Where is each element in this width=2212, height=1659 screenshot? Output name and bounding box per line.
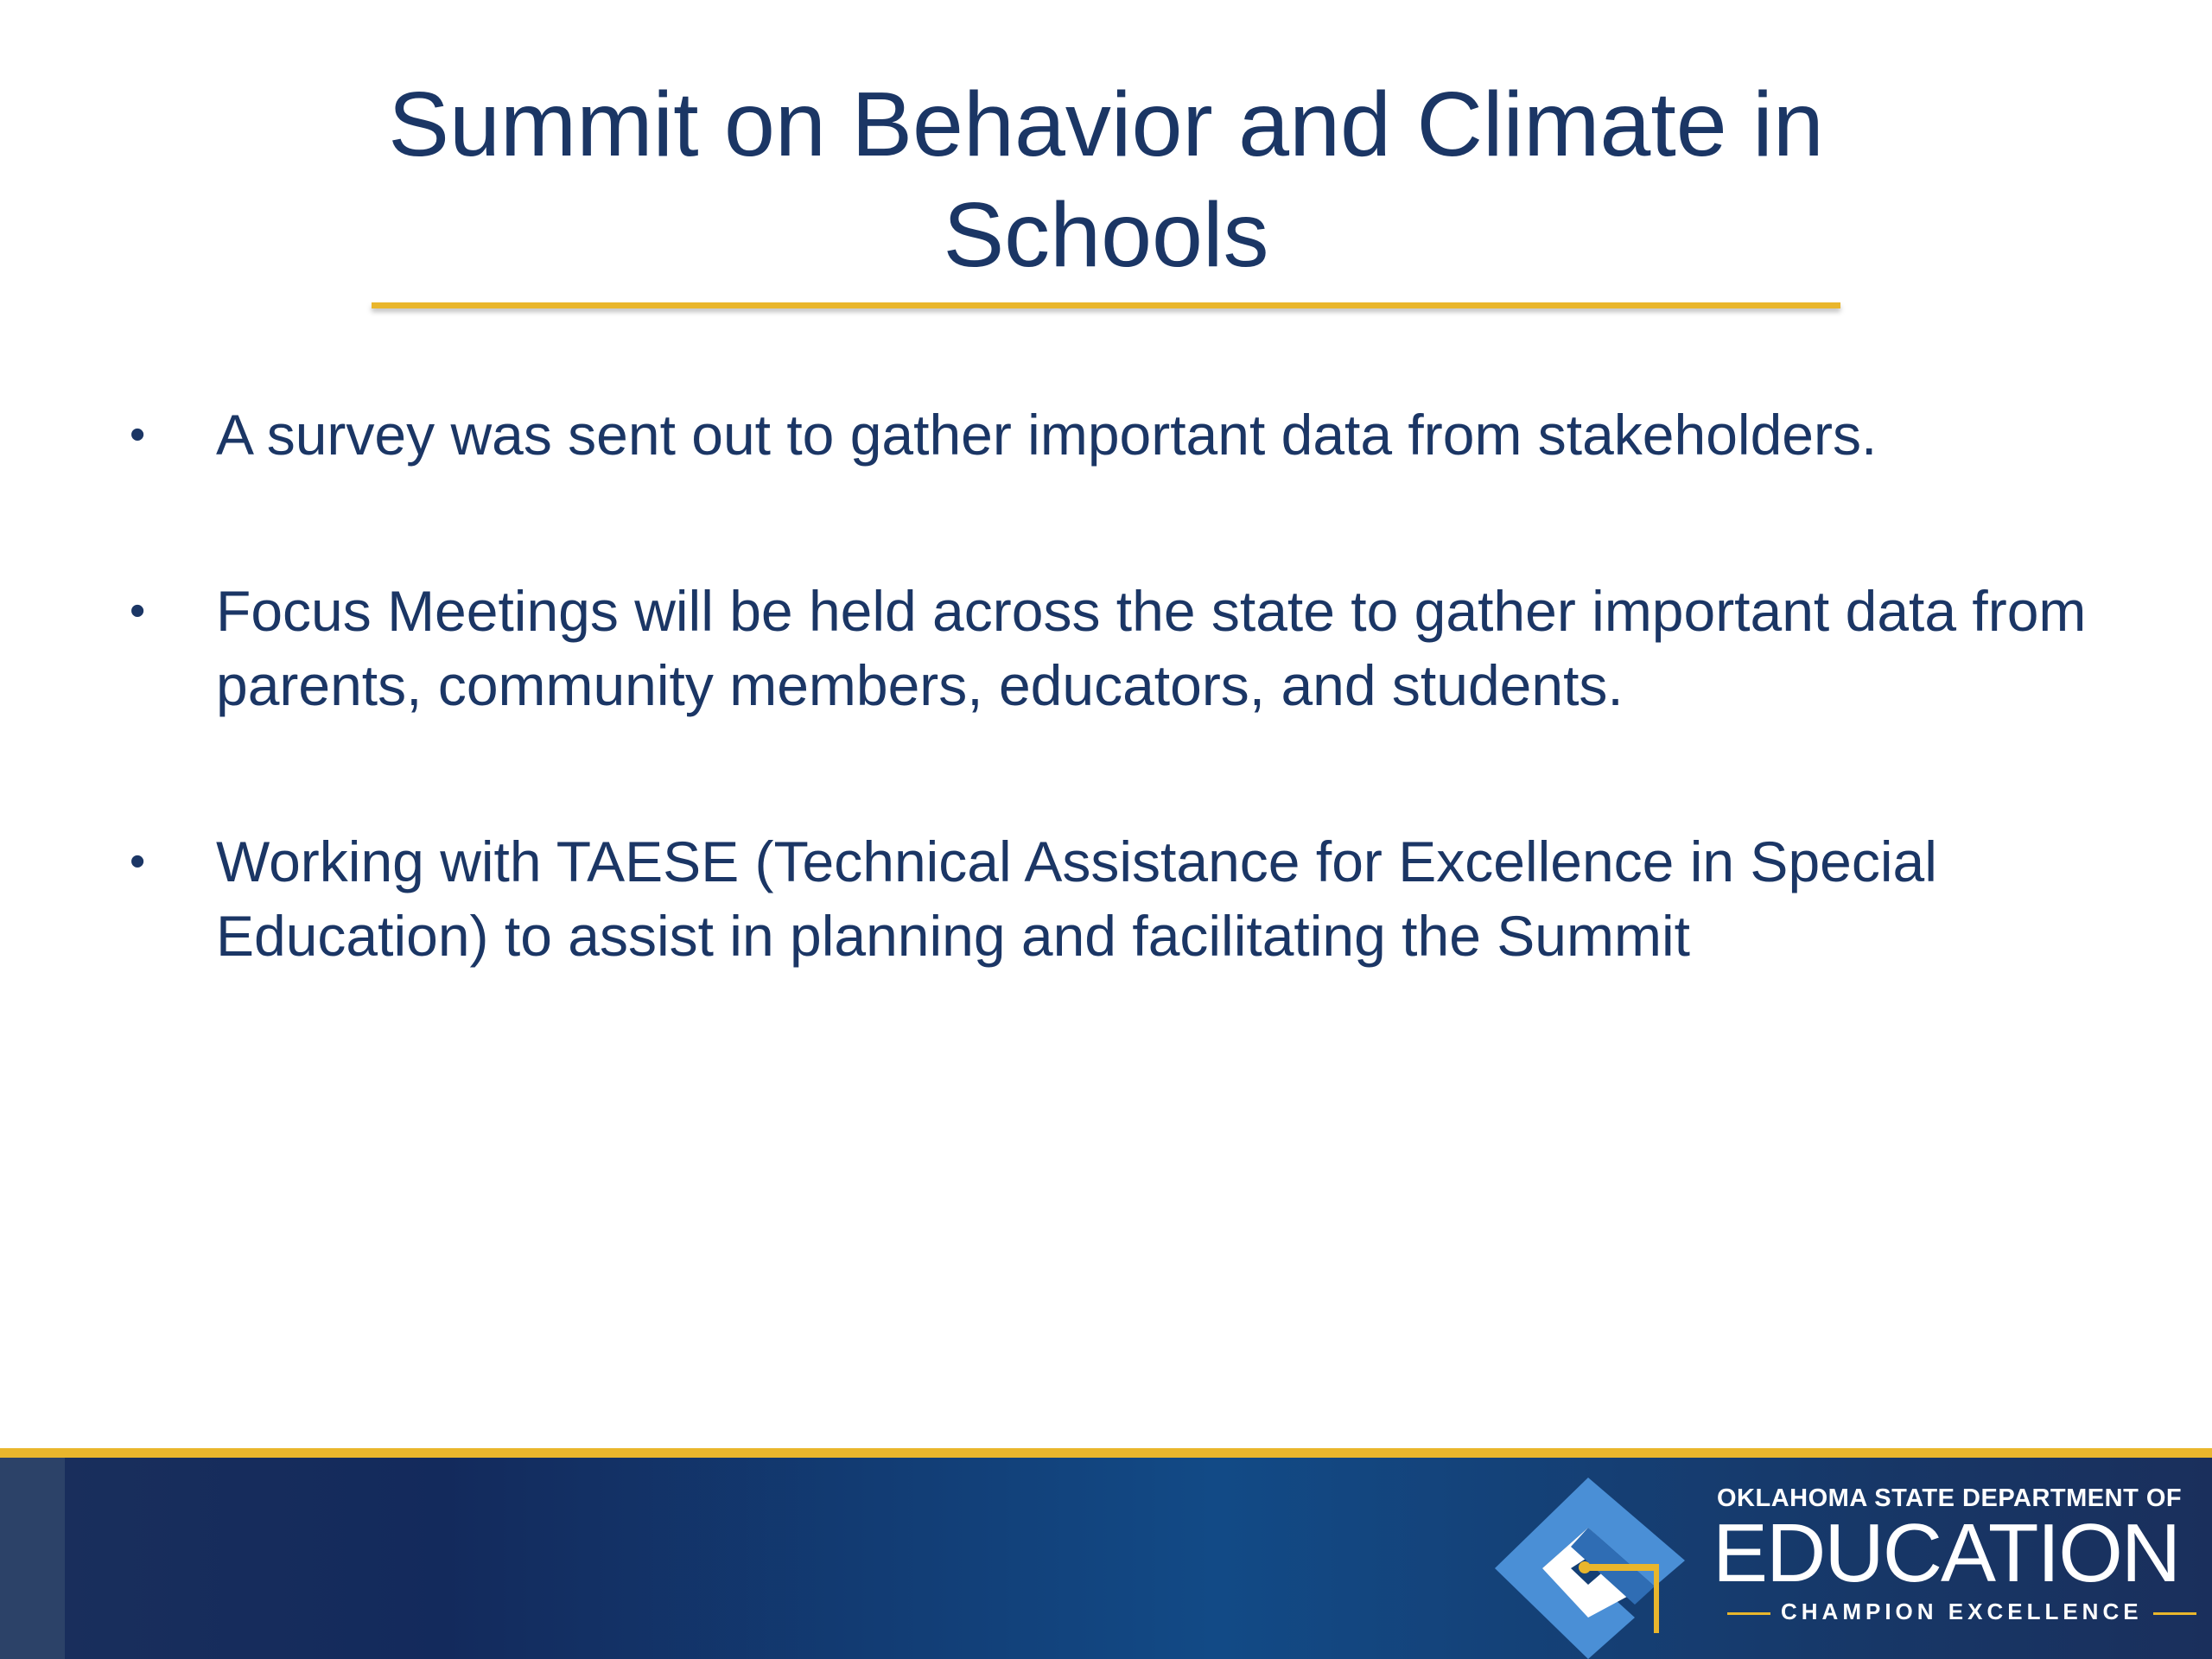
bullet-text: A survey was sent out to gather important data from stakeholders. [216, 403, 1878, 467]
logo-tagline: CHAMPION EXCELLENCE [1781, 1599, 2143, 1624]
bullet-item [130, 574, 2117, 722]
footer-band [0, 1448, 2212, 1659]
tagline-left-rule [1727, 1612, 1770, 1615]
bullet-item [130, 824, 2117, 973]
bullet-item [130, 397, 2117, 472]
bullet-icon: • [130, 586, 146, 636]
footer-gold-stripe [0, 1448, 2212, 1458]
diamond-logo-icon [1495, 1478, 1685, 1659]
logo-education: EDUCATION [1713, 1507, 2180, 1599]
footer-left-notch [0, 1458, 65, 1659]
slide-title: Summit on Behavior and Climate in Schools [388, 73, 1824, 286]
logo-tagline-row [1717, 1599, 2183, 1625]
logo-org-name: OKLAHOMA STATE DEPARTMENT OF [1717, 1484, 2183, 1512]
bullet-list [130, 397, 2117, 1075]
bullet-icon: • [130, 410, 146, 460]
osde-logo [1495, 1478, 2203, 1650]
tagline-right-rule [2153, 1612, 2196, 1615]
bullet-icon: • [130, 836, 146, 887]
bullet-text: Working with TAESE (Technical Assistance for Excellence in Special Education) to assist in planning and facilitating the Summit [216, 830, 1937, 968]
bullet-text: Focus Meetings will be held across the state to gather important data from parents, community members, educators, and students. [216, 579, 2087, 717]
title-underline [372, 302, 1840, 308]
